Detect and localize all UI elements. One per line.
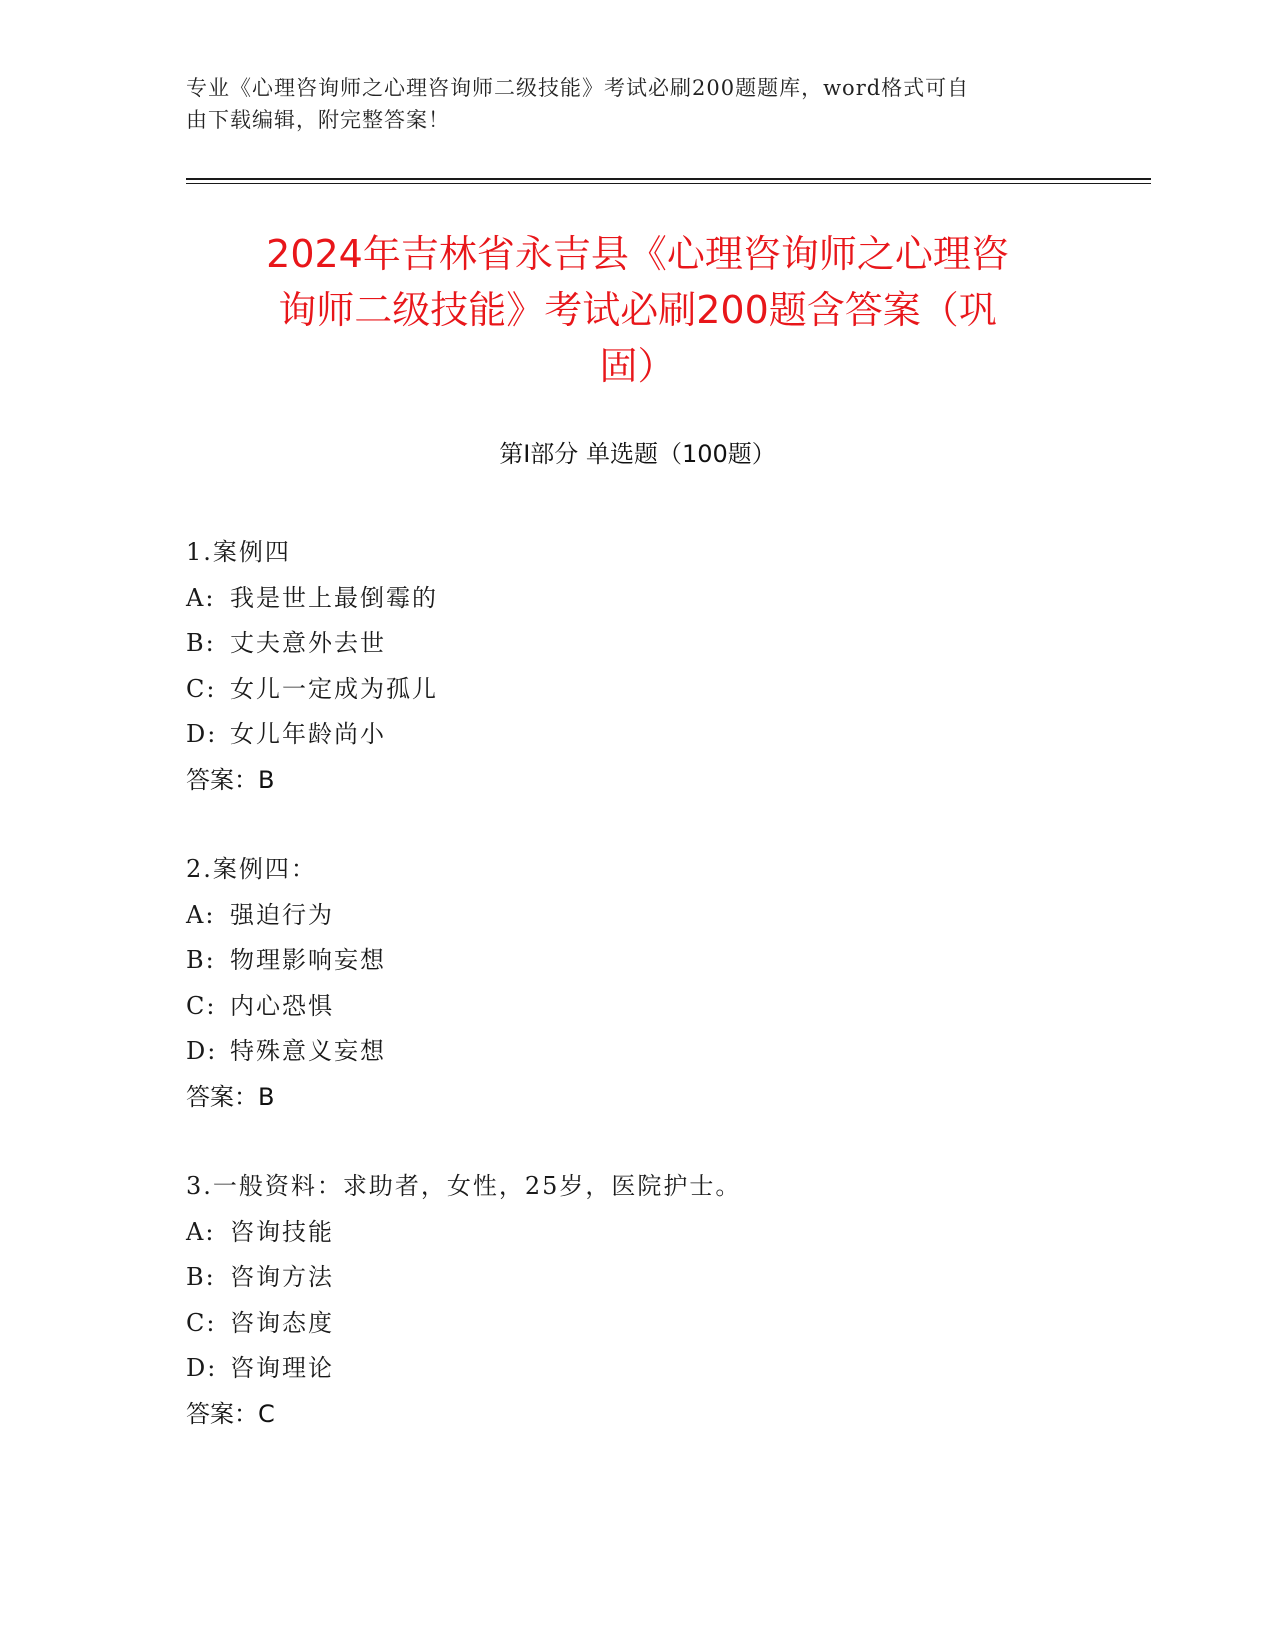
option-letter: C: bbox=[186, 991, 217, 1020]
section-title: 第Ⅰ部分 单选题（100题） bbox=[499, 440, 776, 468]
option-text: 强迫行为 bbox=[230, 900, 334, 929]
question-1 bbox=[186, 530, 1086, 803]
question-stem: 3.一般资料：求助者，女性，25岁，医院护士。 bbox=[186, 1172, 742, 1200]
option-b bbox=[186, 938, 1086, 984]
question-3 bbox=[186, 1164, 1086, 1437]
header-divider-thick bbox=[186, 178, 1151, 180]
option-c bbox=[186, 667, 1086, 713]
option-letter: B: bbox=[186, 1263, 216, 1291]
option-d bbox=[186, 712, 1086, 758]
option-c bbox=[186, 984, 1086, 1030]
option-text: 咨询技能 bbox=[230, 1217, 334, 1246]
header-divider-thin bbox=[186, 183, 1151, 184]
header-note bbox=[186, 72, 1086, 136]
option-d bbox=[186, 1029, 1086, 1075]
option-text: 女儿年龄尚小 bbox=[230, 720, 386, 748]
question-list bbox=[186, 530, 1086, 1481]
option-text: 咨询方法 bbox=[230, 1263, 334, 1291]
option-text: 咨询态度 bbox=[230, 1308, 334, 1337]
question-2 bbox=[186, 847, 1086, 1120]
option-letter: B: bbox=[186, 946, 216, 974]
option-text: 咨询理论 bbox=[230, 1354, 334, 1382]
answer-key: 答案：C bbox=[186, 1399, 275, 1428]
option-letter: D: bbox=[186, 720, 218, 748]
option-d bbox=[186, 1346, 1086, 1392]
option-letter: B: bbox=[186, 629, 216, 657]
option-a bbox=[186, 1210, 1086, 1256]
header-note-line-1: 专业《心理咨询师之心理咨询师二级技能》考试必刷200题题库，word格式可自 bbox=[186, 76, 970, 100]
option-letter: C: bbox=[186, 674, 217, 703]
option-text: 物理影响妄想 bbox=[230, 946, 386, 974]
answer-key: 答案：B bbox=[186, 765, 275, 794]
document-title bbox=[180, 226, 1095, 394]
option-text: 丈夫意外去世 bbox=[230, 629, 386, 657]
option-letter: D: bbox=[186, 1354, 218, 1382]
option-text: 内心恐惧 bbox=[230, 991, 334, 1020]
option-text: 我是世上最倒霉的 bbox=[230, 583, 438, 612]
header-note-line-2: 由下载编辑，附完整答案！ bbox=[186, 108, 450, 132]
option-c bbox=[186, 1301, 1086, 1347]
option-text: 特殊意义妄想 bbox=[230, 1037, 386, 1065]
option-a bbox=[186, 893, 1086, 939]
option-b bbox=[186, 621, 1086, 667]
option-letter: C: bbox=[186, 1308, 217, 1337]
question-stem: 2.案例四： bbox=[186, 855, 317, 883]
document-title-line-1: 2024年吉林省永吉县《心理咨询师之心理咨 bbox=[266, 232, 1009, 276]
option-letter: D: bbox=[186, 1037, 218, 1065]
answer-key: 答案：B bbox=[186, 1082, 275, 1111]
option-text: 女儿一定成为孤儿 bbox=[230, 674, 438, 703]
document-title-line-3: 固） bbox=[599, 344, 676, 388]
option-letter: A: bbox=[186, 1217, 216, 1246]
question-stem: 1.案例四 bbox=[186, 538, 291, 566]
document-title-line-2: 询师二级技能》考试必刷200题含答案（巩 bbox=[278, 288, 997, 332]
option-letter: A: bbox=[186, 583, 216, 612]
option-b bbox=[186, 1255, 1086, 1301]
option-letter: A: bbox=[186, 900, 216, 929]
option-a bbox=[186, 576, 1086, 622]
